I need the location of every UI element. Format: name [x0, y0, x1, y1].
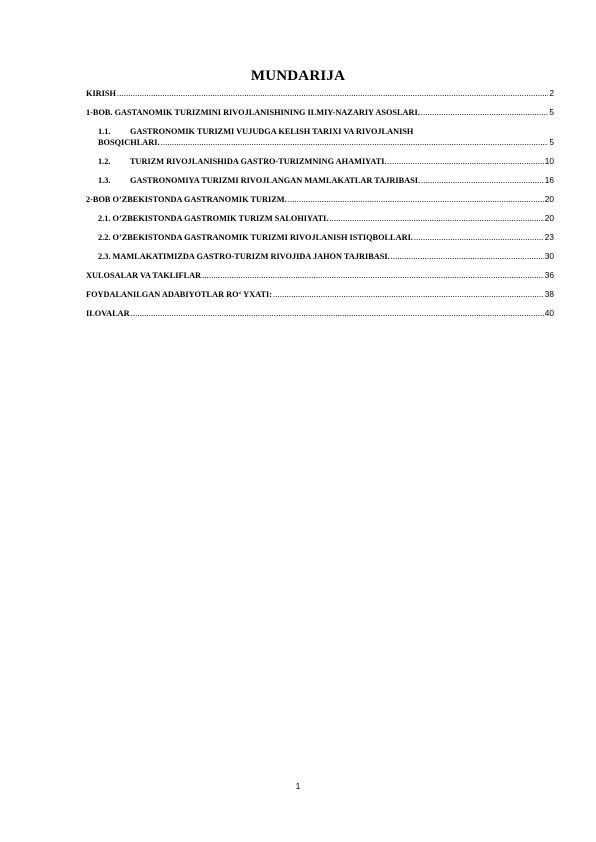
toc-entry-references[interactable] [86, 289, 554, 300]
toc-entry-label: FOYDALANILGAN ADABIYOTLAR RO‘ YXATI: [86, 290, 272, 299]
page-number: 1 [295, 781, 301, 791]
toc-entry-label: 2.1. O’ZBEKISTONDA GASTROMIK TURIZM SALOHIYATI. [98, 214, 329, 223]
toc-entry-label: KIRISH [86, 89, 116, 98]
toc-entry-label: 2.2. O’ZBEKISTONDA GASTRANOMIK TURIZMI RIVOJLANISH ISTIQBOLLARI. [98, 233, 413, 242]
toc-entry-chapter-1[interactable] [86, 107, 554, 118]
toc-leader-dots [421, 175, 544, 186]
toc-leader-dots [414, 232, 544, 243]
toc-leader-dots [391, 251, 544, 262]
toc-entry-number: 1.2. [98, 157, 111, 166]
toc-entry-page: 16 [544, 175, 554, 185]
toc-entry-page: 20 [544, 194, 554, 204]
toc-entry-chapter-2[interactable] [86, 194, 554, 205]
toc-leader-dots [273, 289, 544, 300]
toc-leader-dots [117, 88, 548, 99]
toc-entry-number: 1.3. [98, 176, 111, 185]
toc-leader-dots [161, 137, 549, 148]
toc-leader-dots [421, 107, 549, 118]
toc-entry-section-2-1[interactable] [86, 213, 554, 224]
toc-entry-page: 40 [544, 308, 554, 318]
toc-entry-page: 38 [544, 289, 554, 299]
toc-entry-page: 5 [549, 107, 554, 117]
toc-title: MUNDARIJA [250, 68, 346, 84]
toc-entry-label: 1-BOB. GASTANOMIK TURIZMINI RIVOJLANISHINING ILMIY-NAZARIY ASOSLARI. [86, 108, 420, 117]
table-of-contents [86, 88, 554, 327]
toc-entry-section-1-1[interactable] [86, 126, 554, 148]
toc-entry-label: 2.3. MAMLAKATIMIZDA GASTRO-TURIZM RIVOJIDA JAHON TAJRIBASI. [98, 252, 390, 261]
toc-entry-label-continued: BOSQICHLARI. [98, 138, 160, 147]
toc-entry-kirish[interactable] [86, 88, 554, 99]
toc-entry-page: 36 [544, 270, 554, 280]
toc-leader-dots [329, 213, 543, 224]
toc-entry-conclusions[interactable] [86, 270, 554, 281]
toc-entry-section-2-2[interactable] [86, 232, 554, 243]
toc-entry-page: 2 [549, 88, 554, 98]
toc-entry-label: GASTRONOMIYA TURIZMI RIVOJLANGAN MAMLAKATLAR TAJRIBASI. [130, 176, 421, 185]
toc-entry-label: XULOSALAR VA TAKLIFLAR [86, 271, 202, 280]
toc-entry-page: 5 [549, 137, 554, 147]
toc-entry-appendices[interactable] [86, 308, 554, 319]
toc-entry-section-1-3[interactable] [86, 175, 554, 186]
toc-entry-label: ILOVALAR [86, 309, 130, 318]
toc-entry-section-2-3[interactable] [86, 251, 554, 262]
toc-entry-page: 20 [544, 213, 554, 223]
toc-entry-label: 2-BOB O’ZBEKISTONDA GASTRANOMIK TURIZM. [86, 195, 287, 204]
toc-leader-dots [288, 194, 544, 205]
toc-entry-section-1-2[interactable] [86, 156, 554, 167]
toc-entry-label: TURIZM RIVOJLANISHIDA GASTRO-TURIZMNING AHAMIYATI. [130, 157, 387, 166]
toc-leader-dots [388, 156, 544, 167]
toc-leader-dots [202, 270, 544, 281]
toc-entry-page: 30 [544, 251, 554, 261]
toc-entry-label: GASTRONOMIK TURIZMI VUJUDGA KELISH TARIXI VA RIVOJLANISH [130, 127, 414, 136]
toc-entry-page: 10 [544, 156, 554, 166]
toc-entry-page: 23 [544, 232, 554, 242]
toc-entry-number: 1.1. [98, 127, 111, 136]
toc-leader-dots [131, 308, 544, 319]
